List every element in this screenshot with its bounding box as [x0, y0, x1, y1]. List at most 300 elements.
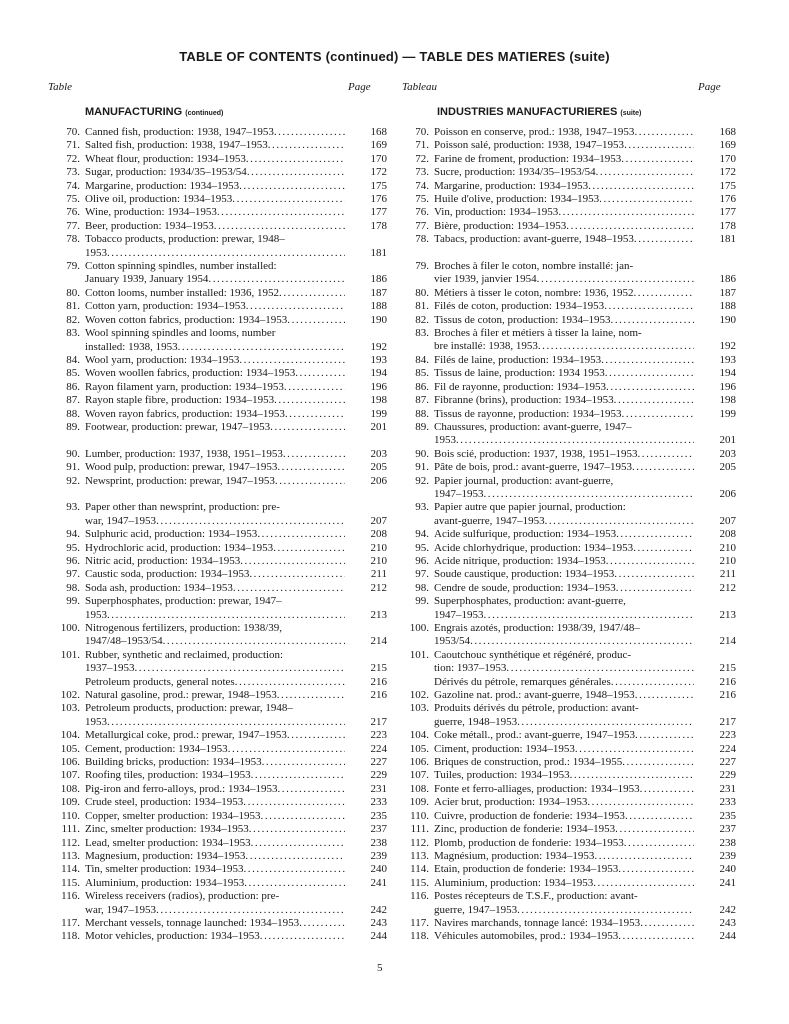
entry-line: 1947/48–1953/54	[85, 635, 163, 648]
toc-entry	[395, 180, 745, 193]
toc-entry	[46, 595, 396, 622]
entry-title	[85, 850, 345, 863]
entry-title	[434, 287, 694, 300]
toc-entry	[395, 555, 745, 568]
page-ref: 168	[719, 126, 736, 138]
table-number: 92.	[415, 474, 429, 487]
toc-entry	[395, 810, 745, 823]
toc-entry	[395, 837, 745, 850]
dot-leader	[107, 247, 345, 260]
toc-entry	[46, 542, 396, 555]
entry-line: tion: 1937–1953	[434, 662, 507, 675]
dot-leader	[622, 756, 694, 769]
entry-title	[85, 769, 345, 782]
entry-line: Woven woollen fabrics, production: 1934–1953	[85, 367, 296, 380]
table-number: 99.	[415, 595, 429, 608]
entry-title	[434, 126, 694, 139]
dot-leader	[596, 166, 694, 179]
table-number: 114.	[61, 863, 80, 876]
page-ref: 243	[719, 916, 736, 929]
toc-entry	[395, 354, 745, 367]
entry-line: Acide chlorhydrique, production: 1934–1953	[434, 541, 634, 554]
entry-title	[434, 676, 694, 689]
toc-entry	[395, 314, 745, 327]
toc-entry	[46, 783, 396, 796]
entry-line: Bière, production: 1934–1953	[434, 219, 567, 232]
entry-title	[85, 917, 345, 930]
entry-line: Etain, production de fonderie: 1934–1953	[434, 863, 619, 876]
dot-leader	[275, 475, 345, 488]
page-ref: 238	[370, 836, 387, 849]
entry-line: Sucre, production: 1934/35–1953/54	[434, 166, 596, 179]
page-ref: 223	[719, 729, 736, 742]
toc-entry	[46, 139, 396, 152]
dot-leader	[262, 756, 345, 769]
entry-line: Cotton yarn, production: 1934–1953	[85, 300, 246, 313]
dot-leader	[251, 837, 345, 850]
entry-title	[434, 260, 694, 287]
entry-title	[434, 582, 694, 595]
dot-leader	[233, 582, 345, 595]
toc-entry	[395, 327, 745, 354]
page-ref: 205	[370, 461, 387, 474]
table-number: 76.	[415, 206, 429, 219]
entry-line: Margarine, production: 1934–1953	[434, 179, 589, 192]
entry-title	[85, 689, 345, 702]
page-ref: 223	[370, 729, 387, 742]
table-number: 88.	[415, 407, 429, 420]
page-ref: 186	[370, 273, 387, 286]
entry-line: Magnesium, production: 1934–1953	[85, 849, 246, 862]
entry-line: Poisson salé, production: 1938, 1947–1953	[434, 139, 625, 152]
table-number: 116.	[410, 890, 429, 903]
toc-entry	[46, 702, 396, 729]
table-number: 74.	[66, 179, 80, 192]
entry-line: Aluminium, production: 1934–1953	[434, 876, 594, 889]
entry-line: Acier brut, production: 1934–1953	[434, 796, 588, 809]
entry-line: Cotton spinning spindles, number installed:	[85, 260, 277, 273]
entry-title	[434, 756, 694, 769]
page-ref: 210	[370, 541, 387, 554]
entry-title	[434, 448, 694, 461]
entry-line: Bois scié, production: 1937, 1938, 1951–1953	[434, 447, 638, 460]
dot-leader	[178, 341, 345, 354]
table-number: 108.	[60, 782, 80, 795]
toc-entry	[395, 689, 745, 702]
entry-line: Salted fish, production: 1938, 1947–1953	[85, 139, 268, 152]
entry-line: Fibranne (brins), production: 1934–1953	[434, 394, 614, 407]
toc-entry	[46, 756, 396, 769]
entry-title	[434, 354, 694, 367]
page-ref: 217	[719, 715, 736, 728]
entry-line: Véhicules automobiles, prod.: 1934–1953	[434, 930, 619, 943]
toc-entry	[46, 649, 396, 676]
entry-line: Soude caustique, production: 1934–1953	[434, 568, 615, 581]
toc-entry	[395, 408, 745, 421]
entry-title	[434, 930, 694, 943]
dot-leader	[615, 823, 694, 836]
toc-entry	[46, 287, 396, 300]
entry-line: Plomb, production de fonderie: 1934–1953	[434, 836, 624, 849]
table-number: 96.	[415, 554, 429, 567]
table-number: 118.	[410, 930, 429, 943]
table-number: 93.	[66, 501, 80, 514]
table-number: 84.	[415, 353, 429, 366]
page-ref: 196	[370, 380, 387, 393]
page-ref: 239	[370, 849, 387, 862]
entry-line: bre installé: 1938, 1953	[434, 340, 538, 353]
entry-line: Tissus de laine, production: 1934 1953	[434, 367, 605, 380]
entry-title	[434, 421, 694, 448]
entry-line: Métiers à tisser le coton, nombre: 1936, 1952	[434, 286, 634, 299]
table-number: 117.	[410, 916, 429, 929]
page-ref: 177	[719, 206, 736, 219]
dot-leader	[284, 381, 345, 394]
dot-leader	[274, 394, 345, 407]
entry-title	[85, 823, 345, 836]
dot-leader	[295, 367, 345, 380]
page-ref: 201	[719, 434, 736, 447]
dot-leader	[268, 139, 345, 152]
toc-entry	[395, 890, 745, 917]
toc-entry	[46, 917, 396, 930]
entry-line: Hydrochloric acid, production: 1934–1953	[85, 541, 274, 554]
toc-entry	[395, 260, 745, 287]
entry-line: Caustic soda, production: 1934–1953	[85, 568, 250, 581]
dot-leader	[235, 676, 345, 689]
toc-entry	[46, 166, 396, 179]
table-number: 100.	[409, 622, 429, 635]
dot-leader	[635, 689, 694, 702]
dot-leader	[625, 810, 694, 823]
entry-title	[85, 475, 345, 488]
table-number: 93.	[415, 501, 429, 514]
table-number: 115.	[410, 876, 429, 889]
table-column-header: Table	[48, 81, 73, 93]
page-ref: 210	[719, 554, 736, 567]
table-number: 75.	[66, 193, 80, 206]
page-ref: 210	[719, 541, 736, 554]
page-ref: 224	[370, 742, 387, 755]
table-number: 96.	[66, 554, 80, 567]
table-number: 88.	[66, 407, 80, 420]
entry-title	[434, 823, 694, 836]
toc-entry	[46, 877, 396, 890]
table-number: 98.	[415, 581, 429, 594]
page-ref: 193	[719, 353, 736, 366]
page-ref: 199	[370, 407, 387, 420]
toc-entry	[46, 890, 396, 917]
table-number: 105.	[409, 742, 429, 755]
dot-leader	[632, 461, 694, 474]
table-number: 115.	[61, 876, 80, 889]
table-number: 113.	[61, 849, 80, 862]
dot-leader	[244, 877, 345, 890]
entry-title	[85, 796, 345, 809]
page-ref: 229	[719, 769, 736, 782]
dot-leader	[273, 542, 345, 555]
contents-list-english	[46, 126, 396, 944]
entry-line: Petroleum products, general notes	[85, 675, 235, 688]
entry-line: Paper other than newsprint, production: pre-	[85, 501, 280, 514]
table-number: 94.	[415, 528, 429, 541]
page-ref: 190	[719, 313, 736, 326]
dot-leader	[257, 528, 345, 541]
toc-entry	[395, 850, 745, 863]
toc-entry	[46, 743, 396, 756]
toc-entry	[395, 622, 745, 649]
page-ref: 211	[719, 568, 736, 581]
page-ref: 207	[370, 514, 387, 527]
entry-line: Lead, smelter production: 1934–1953	[85, 836, 251, 849]
page-ref: 242	[370, 903, 387, 916]
entry-line: Fil de rayonne, production: 1934–1953	[434, 380, 607, 393]
toc-entry	[395, 542, 745, 555]
entry-title	[434, 622, 694, 649]
entry-line: 1953/54	[434, 635, 471, 648]
page-ref: 169	[719, 139, 736, 152]
dot-leader	[156, 515, 345, 528]
table-number: 76.	[66, 206, 80, 219]
toc-entry	[395, 126, 745, 139]
entry-title	[85, 890, 345, 917]
entry-title	[85, 702, 345, 729]
page-ref: 240	[370, 863, 387, 876]
entry-line: Aluminium, production: 1934–1953	[85, 876, 245, 889]
entry-line: Tin, smelter production: 1934–1953	[85, 863, 244, 876]
table-number: 110.	[61, 809, 80, 822]
page-ref: 198	[719, 394, 736, 407]
table-number: 101.	[60, 648, 80, 661]
toc-entry	[395, 153, 745, 166]
entry-title	[85, 743, 345, 756]
dot-leader	[624, 139, 694, 152]
table-number: 94.	[66, 528, 80, 541]
toc-entry	[46, 568, 396, 581]
toc-entry	[395, 649, 745, 676]
entry-title	[434, 810, 694, 823]
entry-line: installed: 1938, 1953	[85, 340, 178, 353]
table-number: 75.	[415, 193, 429, 206]
entry-line: Rayon filament yarn, production: 1934–1953	[85, 380, 284, 393]
toc-entry	[46, 622, 396, 649]
toc-entry	[46, 528, 396, 541]
table-number: 81.	[66, 300, 80, 313]
toc-entry	[395, 367, 745, 380]
entry-line: Pig-iron and ferro-alloys, prod.: 1934–1953	[85, 782, 278, 795]
toc-entry	[46, 930, 396, 943]
page-ref: 227	[719, 756, 736, 769]
entry-title	[85, 810, 345, 823]
dot-leader	[251, 769, 345, 782]
page-ref: 199	[719, 407, 736, 420]
dot-leader	[484, 609, 695, 622]
toc-entry	[395, 193, 745, 206]
dot-leader	[614, 568, 694, 581]
section-name: INDUSTRIES MANUFACTURIERES	[437, 106, 618, 118]
entry-line: Lumber, production: 1937, 1938, 1951–1953	[85, 447, 283, 460]
toc-entry	[46, 381, 396, 394]
table-number: 99.	[66, 595, 80, 608]
entry-title	[434, 850, 694, 863]
page-ref: 241	[719, 876, 736, 889]
entry-title	[85, 729, 345, 742]
entry-line: Farine de froment, production: 1934–1953	[434, 152, 622, 165]
table-number: 89.	[415, 420, 429, 433]
entry-title	[85, 622, 345, 649]
entry-title	[434, 769, 694, 782]
toc-entry	[395, 743, 745, 756]
table-number: 70.	[415, 126, 429, 138]
page-ref: 227	[370, 756, 387, 769]
entry-line: 1953	[434, 434, 456, 447]
table-number: 104.	[60, 729, 80, 742]
entry-title	[434, 501, 694, 528]
dot-leader	[635, 729, 694, 742]
entry-line: Olive oil, production: 1934–1953	[85, 193, 233, 206]
toc-entry	[395, 877, 745, 890]
page-ref: 194	[719, 367, 736, 380]
table-number: 98.	[66, 581, 80, 594]
dot-leader	[243, 863, 345, 876]
table-number: 84.	[66, 353, 80, 366]
page-ref: 211	[370, 568, 387, 581]
page-ref: 178	[719, 219, 736, 232]
table-number: 89.	[66, 420, 80, 433]
entry-title	[434, 166, 694, 179]
table-number: 87.	[415, 394, 429, 407]
page-ref: 201	[370, 420, 387, 433]
table-number: 111.	[410, 823, 429, 836]
entry-line: 1947–1953	[434, 487, 484, 500]
page-ref: 208	[370, 528, 387, 541]
entry-line: Tuiles, production: 1934–1953	[434, 769, 570, 782]
section-note: (continued)	[185, 110, 224, 117]
table-number: 114.	[410, 863, 429, 876]
dot-leader	[239, 354, 345, 367]
toc-entry	[46, 448, 396, 461]
toc-entry	[46, 180, 396, 193]
entry-title	[434, 206, 694, 219]
entry-line: Nitrogenous fertilizers, production: 1938/39,	[85, 622, 283, 634]
table-number: 103.	[60, 702, 80, 715]
dot-leader	[232, 193, 345, 206]
page-column-header: Page	[348, 81, 371, 93]
entry-line: Woven cotton fabrics, production: 1934–1953	[85, 313, 288, 326]
entry-title	[85, 649, 345, 676]
entry-line: Ciment, production: 1934–1953	[434, 742, 575, 755]
entry-title	[85, 193, 345, 206]
toc-entry	[395, 796, 745, 809]
entry-title	[434, 528, 694, 541]
toc-entry	[395, 729, 745, 742]
toc-entry	[395, 287, 745, 300]
toc-entry	[395, 300, 745, 313]
entry-title	[85, 166, 345, 179]
page-ref: 242	[719, 903, 736, 916]
dot-leader	[633, 542, 694, 555]
page-ref: 217	[370, 715, 387, 728]
entry-title	[85, 448, 345, 461]
table-number	[395, 247, 434, 260]
page-title: TABLE OF CONTENTS (continued) — TABLE DES MATIERES (suite)	[179, 49, 610, 64]
page-ref: 205	[719, 461, 736, 474]
table-number: 87.	[66, 394, 80, 407]
entry-line: Canned fish, production: 1938, 1947–1953	[85, 126, 274, 138]
entry-line: Nitric acid, production: 1934–1953	[85, 554, 241, 567]
entry-line: Wireless receivers (radios), production: pre-	[85, 890, 280, 903]
table-number: 90.	[415, 447, 429, 460]
toc-entry	[395, 528, 745, 541]
dot-leader	[638, 448, 695, 461]
page-ref: 188	[370, 300, 387, 313]
entry-title	[434, 233, 694, 246]
table-number: 102.	[60, 689, 80, 702]
dot-leader	[588, 180, 694, 193]
entry-line: Vin, production: 1934–1953	[434, 206, 559, 219]
table-number: 109.	[409, 796, 429, 809]
entry-line: Sugar, production: 1934/35–1953/54	[85, 166, 247, 179]
entry-title	[85, 930, 345, 943]
table-number: 104.	[409, 729, 429, 742]
entry-title	[434, 220, 694, 233]
table-number: 72.	[415, 152, 429, 165]
entry-title	[85, 260, 345, 287]
dot-leader	[624, 837, 694, 850]
table-number: 78.	[415, 233, 429, 246]
table-number: 86.	[415, 380, 429, 393]
entry-title	[85, 461, 345, 474]
dot-leader	[240, 555, 345, 568]
table-number: 108.	[409, 782, 429, 795]
page-ref: 216	[370, 689, 387, 702]
table-number: 97.	[415, 568, 429, 581]
dot-leader	[239, 180, 345, 193]
toc-entry	[46, 689, 396, 702]
entry-line: Wood pulp, production: prewar, 1947–1953	[85, 461, 278, 474]
table-number: 92.	[66, 474, 80, 487]
entry-title	[85, 287, 345, 300]
entry-line: Produits dérivés du pétrole, production: avant-	[434, 702, 639, 715]
entry-line: Wool yarn, production: 1934–1953	[85, 353, 240, 366]
entry-title	[85, 300, 345, 313]
dot-leader	[261, 810, 345, 823]
toc-entry	[46, 327, 396, 354]
entry-line: Caoutchouc synthétique et régénéré, produc-	[434, 648, 632, 661]
entry-title	[434, 743, 694, 756]
toc-entry	[46, 434, 396, 447]
dot-leader	[279, 287, 345, 300]
entry-title	[85, 488, 345, 501]
table-number: 79.	[415, 260, 429, 273]
entry-title	[85, 595, 345, 622]
page-ref: 237	[719, 823, 736, 836]
dot-leader	[245, 850, 345, 863]
dot-leader	[606, 381, 694, 394]
toc-entry	[395, 233, 745, 246]
toc-entry	[46, 501, 396, 528]
entry-title	[434, 247, 694, 260]
dot-leader	[538, 340, 694, 353]
toc-entry	[46, 676, 396, 689]
dot-leader	[575, 743, 694, 756]
toc-entry	[46, 206, 396, 219]
dot-leader	[287, 314, 345, 327]
table-number	[395, 676, 434, 689]
dot-leader	[470, 635, 694, 648]
toc-entry	[395, 676, 745, 689]
toc-entry	[46, 408, 396, 421]
